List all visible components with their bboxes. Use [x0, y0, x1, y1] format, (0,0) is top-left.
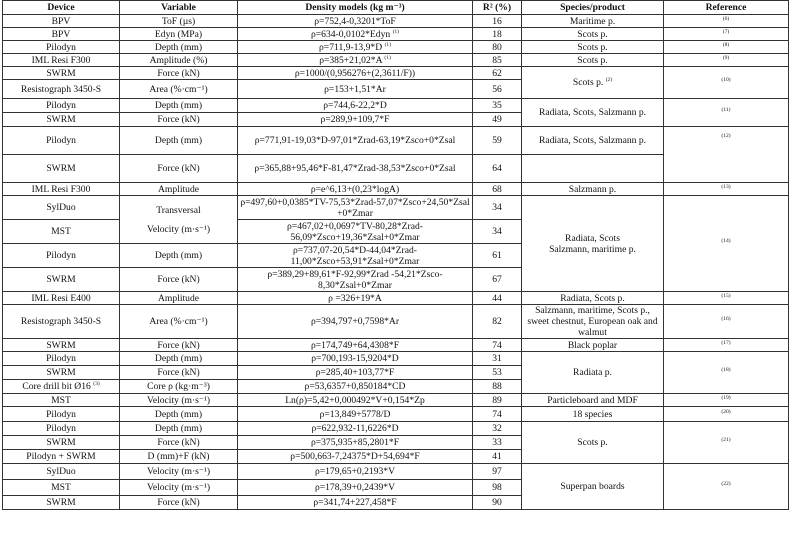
- reference-cell: [664, 292, 789, 305]
- model-cell: ρ=752,4-0,3201*ToF: [238, 15, 473, 28]
- device-cell: Pilodyn: [3, 422, 120, 436]
- reference-number: (15): [721, 292, 731, 299]
- table-row: [3, 196, 789, 220]
- reference-number: (17): [721, 339, 731, 346]
- reference-cell: [664, 67, 789, 99]
- reference-cell: [664, 339, 789, 352]
- device-cell: Pilodyn: [3, 127, 120, 155]
- device-cell: MST: [3, 480, 120, 496]
- species-cell: Scots p.: [522, 422, 664, 464]
- species-cell: Maritime p.: [522, 15, 664, 28]
- variable-cell: [120, 196, 238, 244]
- header-density: Density models (kg m⁻³): [238, 1, 473, 15]
- r2-cell: 32: [473, 422, 522, 436]
- device-cell: Pilodyn: [3, 244, 120, 268]
- variable-cell: Depth (mm): [120, 352, 238, 366]
- reference-number: (19): [721, 394, 731, 401]
- r2-cell: 90: [473, 496, 522, 510]
- footnote-marker: (1): [384, 54, 391, 61]
- header-variable: Variable: [120, 1, 238, 15]
- model-cell: ρ=178,39+0,2439*V: [238, 480, 473, 496]
- r2-cell: 85: [473, 54, 522, 67]
- variable-cell: Force (kN): [120, 268, 238, 292]
- r2-cell: 34: [473, 220, 522, 244]
- device-cell: BPV: [3, 15, 120, 28]
- r2-cell: 49: [473, 113, 522, 127]
- r2-cell: 41: [473, 450, 522, 464]
- reference-cell: [664, 99, 789, 127]
- reference-cell: [664, 305, 789, 339]
- reference-cell: [664, 54, 789, 67]
- model-cell: ρ=394,797+0,7598*Ar: [238, 305, 473, 339]
- table-row: [3, 292, 789, 305]
- footnote-marker: (2): [605, 76, 613, 83]
- reference-number: (10): [721, 76, 731, 83]
- species-text: Scots p.: [572, 77, 604, 88]
- species-cell: 18 species: [522, 407, 664, 422]
- variable-cell: Force (kN): [120, 155, 238, 183]
- model-cell: ρ=341,74+227,458*F: [238, 496, 473, 510]
- device-cell: IML Resi E400: [3, 292, 120, 305]
- device-cell: Pilodyn: [3, 407, 120, 422]
- model-cell: ρ=179,65+0,2193*V: [238, 464, 473, 480]
- device-cell: Resistograph 3450-S: [3, 80, 120, 99]
- reference-number: (7): [722, 28, 730, 35]
- variable-cell: Depth (mm): [120, 422, 238, 436]
- model-cell: ρ=389,29+89,61*F-92,99*Zrad -54,21*Zsco-8,30*Zsal+0*Zmar: [238, 268, 473, 292]
- variable-cell: Depth (mm): [120, 407, 238, 422]
- species-cell: Superpan boards: [522, 464, 664, 510]
- r2-cell: 64: [473, 155, 522, 183]
- model-cell: Ln(ρ)=5,42+0,000492*V+0,154*Zp: [238, 394, 473, 407]
- r2-cell: 80: [473, 41, 522, 54]
- species-cell: Scots p.: [522, 28, 664, 41]
- model-cell: ρ=744,6-22,2*D: [238, 99, 473, 113]
- table-row: [3, 422, 789, 436]
- model-cell: ρ =326+19*A: [238, 292, 473, 305]
- model-cell: ρ=289,9+109,7*F: [238, 113, 473, 127]
- table-row: [3, 28, 789, 41]
- device-text: Core drill bit Ø16: [22, 381, 91, 392]
- table-row: [3, 464, 789, 480]
- model-cell: ρ=497,60+0,0385*TV-75,53*Zrad-57,07*Zsco+24,50*Zsal +0*Zmar: [238, 196, 473, 220]
- reference-number: (16): [721, 315, 731, 322]
- device-cell: Pilodyn: [3, 41, 120, 54]
- r2-cell: 82: [473, 305, 522, 339]
- r2-cell: 56: [473, 80, 522, 99]
- variable-cell: Force (kN): [120, 436, 238, 450]
- r2-cell: 74: [473, 407, 522, 422]
- table-row: [3, 41, 789, 54]
- model-cell: ρ=771,91-19,03*D-97,01*Zrad-63,19*Zsco+0*Zsal: [238, 127, 473, 155]
- table-row: [3, 15, 789, 28]
- species-cell: Salzmann p.: [522, 183, 664, 196]
- variable-cell: Amplitude: [120, 292, 238, 305]
- reference-cell: [664, 15, 789, 28]
- variable-cell: Depth (mm): [120, 127, 238, 155]
- variable-cell: Depth (mm): [120, 41, 238, 54]
- model-cell: ρ=174,749+64,4308*F: [238, 339, 473, 352]
- reference-number: (6): [722, 15, 730, 22]
- r2-cell: 98: [473, 480, 522, 496]
- variable-cell: Force (kN): [120, 496, 238, 510]
- species-line: Radiata, Scots: [565, 232, 620, 244]
- device-cell: SWRM: [3, 67, 120, 80]
- reference-number: (12): [721, 132, 731, 139]
- r2-cell: 35: [473, 99, 522, 113]
- header-r2: R² (%): [473, 1, 522, 15]
- table-row: [3, 407, 789, 422]
- table-row: [3, 99, 789, 113]
- table-row: [3, 339, 789, 352]
- model-text: ρ=711,9-13,9*D: [319, 41, 383, 53]
- model-cell: ρ=500,663-7,24375*D+54,694*F: [238, 450, 473, 464]
- reference-number: (11): [721, 106, 731, 113]
- reference-cell: [664, 28, 789, 41]
- device-cell: Pilodyn + SWRM: [3, 450, 120, 464]
- reference-cell: [664, 41, 789, 54]
- device-cell: SylDuo: [3, 464, 120, 480]
- species-cell: [522, 67, 664, 99]
- reference-cell: [664, 183, 789, 196]
- model-cell: ρ=285,40+103,77*F: [238, 366, 473, 380]
- variable-cell: Depth (mm): [120, 244, 238, 268]
- device-cell: MST: [3, 220, 120, 244]
- density-models-table: [2, 0, 789, 510]
- variable-cell: Force (kN): [120, 113, 238, 127]
- model-cell: ρ=365,88+95,46*F-81,47*Zrad-38,53*Zsco+0*Zsal: [238, 155, 473, 183]
- variable-cell: Amplitude: [120, 183, 238, 196]
- r2-cell: 33: [473, 436, 522, 450]
- model-cell: ρ=1000/(0,956276+(2,3611/F)): [238, 67, 473, 80]
- header-device: Device: [3, 1, 120, 15]
- footnote-marker: (1): [392, 28, 400, 35]
- table-row: [3, 183, 789, 196]
- variable-cell: Area (%·cm⁻¹): [120, 80, 238, 99]
- reference-cell: [664, 127, 789, 183]
- r2-cell: 89: [473, 394, 522, 407]
- variable-cell: Force (kN): [120, 366, 238, 380]
- model-cell: ρ=700,193-15,9204*D: [238, 352, 473, 366]
- r2-cell: 53: [473, 366, 522, 380]
- reference-number: (13): [721, 183, 731, 190]
- r2-cell: 31: [473, 352, 522, 366]
- reference-number: (20): [721, 408, 731, 415]
- model-cell: [238, 41, 473, 54]
- species-cell: Radiata p.: [522, 352, 664, 394]
- reference-number: (18): [721, 366, 731, 373]
- device-cell: SWRM: [3, 113, 120, 127]
- variable-cell: Force (kN): [120, 67, 238, 80]
- species-line: Salzmann, maritime p.: [549, 243, 636, 255]
- device-cell: IML Resi F300: [3, 54, 120, 67]
- model-cell: ρ=737,07-20,54*D-44,04*Zrad-11,00*Zsco+53,91*Zsal+0*Zmar: [238, 244, 473, 268]
- table-row: [3, 54, 789, 67]
- variable-cell: Core ρ (kg·m⁻³): [120, 380, 238, 394]
- reference-number: (14): [721, 237, 731, 244]
- variable-cell: Amplitude (%): [120, 54, 238, 67]
- model-cell: [238, 54, 473, 67]
- species-cell: Radiata, Scots, Salzmann p.: [522, 99, 664, 127]
- model-cell: ρ=375,935+85,2801*F: [238, 436, 473, 450]
- device-cell: SWRM: [3, 436, 120, 450]
- table-row: [3, 127, 789, 155]
- variable-cell: ToF (µs): [120, 15, 238, 28]
- device-cell: Resistograph 3450-S: [3, 305, 120, 339]
- variable-cell: Velocity (m·s⁻¹): [120, 480, 238, 496]
- variable-cell: Depth (mm): [120, 99, 238, 113]
- species-cell: Salzmann, maritime, Scots p., sweet chestnut, European oak and walmut: [522, 305, 664, 339]
- r2-cell: 67: [473, 268, 522, 292]
- species-cell: Scots p.: [522, 54, 664, 67]
- footnote-marker: (1): [384, 41, 391, 48]
- reference-cell: [664, 196, 789, 292]
- variable-cell: Area (%·cm⁻¹): [120, 305, 238, 339]
- r2-cell: 88: [473, 380, 522, 394]
- r2-cell: 18: [473, 28, 522, 41]
- species-cell: [522, 155, 664, 183]
- variable-cell: Velocity (m·s⁻¹): [120, 394, 238, 407]
- table-row: [3, 394, 789, 407]
- table-row: [3, 305, 789, 339]
- model-cell: ρ=467,02+0,0697*TV-80,28*Zrad-56,09*Zsco+19,36*Zsal+0*Zmar: [238, 220, 473, 244]
- device-cell: IML Resi F300: [3, 183, 120, 196]
- reference-cell: [664, 422, 789, 464]
- device-cell: SWRM: [3, 496, 120, 510]
- footnote-marker: (3): [93, 380, 100, 387]
- device-cell: MST: [3, 394, 120, 407]
- variable-cell: D (mm)+F (kN): [120, 450, 238, 464]
- device-cell: BPV: [3, 28, 120, 41]
- device-cell: SWRM: [3, 339, 120, 352]
- device-cell: SWRM: [3, 366, 120, 380]
- r2-cell: 74: [473, 339, 522, 352]
- variable-cell: Edyn (MPa): [120, 28, 238, 41]
- device-cell: Pilodyn: [3, 99, 120, 113]
- model-cell: ρ=53,6357+0,850184*CD: [238, 380, 473, 394]
- device-cell: Pilodyn: [3, 352, 120, 366]
- device-cell: SylDuo: [3, 196, 120, 220]
- reference-number: (22): [721, 480, 731, 487]
- species-cell: Black poplar: [522, 339, 664, 352]
- reference-cell: [664, 464, 789, 510]
- device-cell: SWRM: [3, 268, 120, 292]
- reference-number: (8): [722, 41, 730, 48]
- species-cell: Radiata, Scots, Salzmann p.: [522, 127, 664, 155]
- header-reference: Reference: [664, 1, 789, 15]
- r2-cell: 44: [473, 292, 522, 305]
- reference-cell: [664, 352, 789, 394]
- r2-cell: 59: [473, 127, 522, 155]
- variable-cell: Velocity (m·s⁻¹): [120, 464, 238, 480]
- model-cell: ρ=13,849+5778/D: [238, 407, 473, 422]
- reference-cell: [664, 394, 789, 407]
- r2-cell: 97: [473, 464, 522, 480]
- model-text: ρ=385+21,02*A: [319, 54, 382, 66]
- header-species: Species/product: [522, 1, 664, 15]
- variable-cell: Force (kN): [120, 339, 238, 352]
- r2-cell: 16: [473, 15, 522, 28]
- species-cell: Scots p.: [522, 41, 664, 54]
- model-cell: ρ=e^6,13+(0,23*logA): [238, 183, 473, 196]
- r2-cell: 34: [473, 196, 522, 220]
- table-row: [3, 67, 789, 80]
- reference-number: (21): [721, 436, 731, 443]
- reference-cell: [664, 407, 789, 422]
- r2-cell: 62: [473, 67, 522, 80]
- model-text: ρ=634-0,0102*Edyn: [310, 28, 391, 40]
- species-cell: Particleboard and MDF: [522, 394, 664, 407]
- model-cell: [238, 28, 473, 41]
- r2-cell: 61: [473, 244, 522, 268]
- r2-cell: 68: [473, 183, 522, 196]
- header-row: [3, 1, 789, 15]
- model-cell: ρ=622,932-11,6226*D: [238, 422, 473, 436]
- species-cell: [522, 196, 664, 292]
- device-cell: SWRM: [3, 155, 120, 183]
- device-cell: [3, 380, 120, 394]
- variable-line: Velocity (m·s⁻¹): [146, 223, 211, 235]
- reference-number: (9): [722, 54, 730, 61]
- species-cell: Radiata, Scots p.: [522, 292, 664, 305]
- model-cell: ρ=153+1,51*Ar: [238, 80, 473, 99]
- table-row: [3, 352, 789, 366]
- variable-line: Transversal: [156, 204, 201, 216]
